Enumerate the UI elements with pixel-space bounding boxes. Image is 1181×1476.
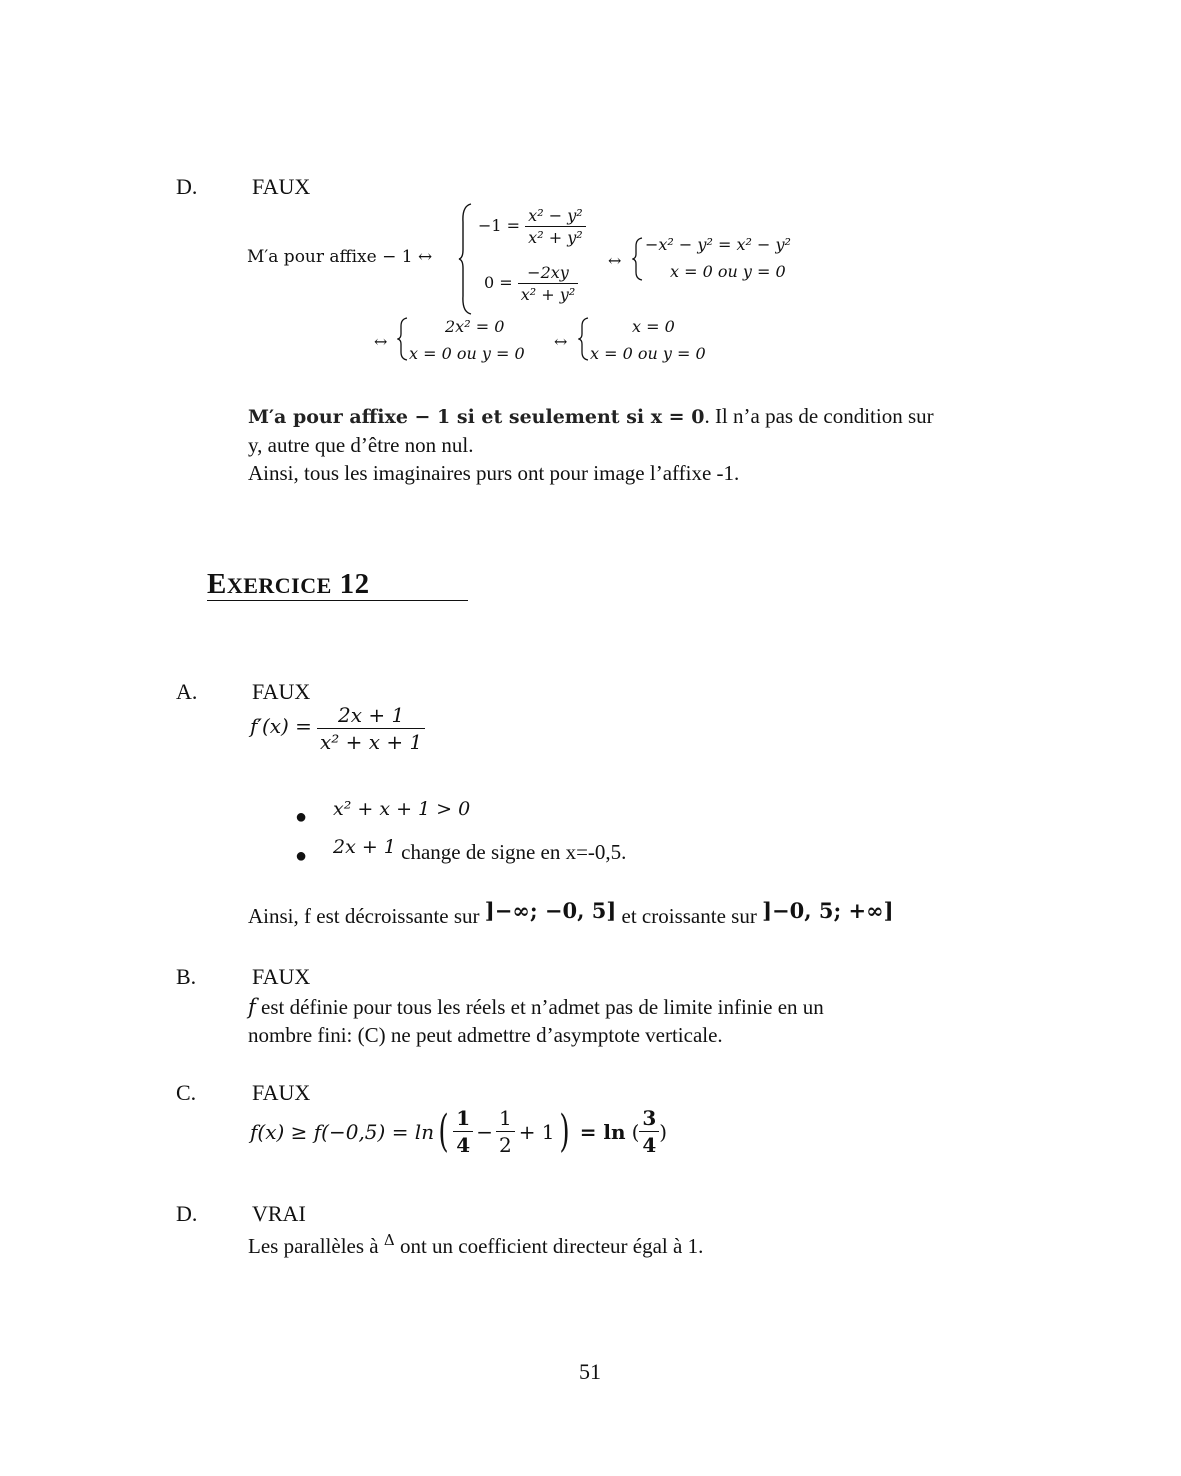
d11-sys4-row1: x = 0	[632, 317, 675, 336]
d11-sys1-row1: −1 = $\frac{\text{x² − y²}}{\text{x² + y²}}$	[478, 206, 586, 247]
d11-sys3-row2: x = 0 ou y = 0	[409, 344, 525, 363]
a-bullet2-dot: ●	[295, 845, 308, 867]
d12-line: Les parallèles à $^\Delta$ ont un coefficient directeur égal à 1.	[248, 1231, 704, 1258]
d11-eq2-arrow1: ↔	[374, 332, 388, 351]
a-bullet2: 2x + 1 change de signe en x=-0,5.	[333, 836, 627, 864]
d11-letter: D.	[176, 174, 198, 199]
a-interval2: ]−0, 5; +∞]	[762, 898, 894, 923]
b-verdict: FAUX	[252, 964, 311, 989]
d11-eq1-arrow: ↔	[608, 251, 622, 270]
d11-conclusion-line3: Ainsi, tous les imaginaires purs ont pour image l’affixe -1.	[248, 461, 740, 485]
d11-brace-1	[458, 202, 474, 316]
a-verdict: FAUX	[252, 679, 311, 704]
d11-sys2-row2: x = 0 ou y = 0	[670, 262, 786, 281]
d11-eq1-lhs: M′a pour affixe − 1 ↔	[247, 247, 433, 267]
d11-conclusion-math: M′a pour affixe − 1 si et seulement si x = 0	[248, 406, 705, 428]
b-line1: f est définie pour tous les réels et n’admet pas de limite infinie en un	[248, 995, 824, 1019]
d11-sys2-row1: −x² − y² = x² − y²	[645, 235, 791, 254]
c-letter: C.	[176, 1080, 197, 1105]
c-verdict: FAUX	[252, 1080, 311, 1105]
d12-letter: D.	[176, 1201, 198, 1226]
d11-eq2-arrow2: ↔	[554, 332, 568, 351]
delta-symbol: Δ	[383, 1231, 395, 1249]
a-fprime: f′(x) = $\frac{2x + 1}{\text{x² + x + 1}}$	[250, 703, 425, 754]
d11-brace-3	[397, 316, 409, 362]
a-bullet1-dot: ●	[295, 806, 308, 828]
b-line2: nombre fini: (C) ne peut admettre d’asymptote verticale.	[248, 1023, 723, 1047]
d11-sys3-row1: 2x² = 0	[445, 317, 505, 336]
d11-conclusion-line1: M′a pour affixe − 1 si et seulement si x = 0. Il n’a pas de condition sur	[248, 404, 934, 428]
d11-verdict: FAUX	[252, 174, 311, 199]
d12-verdict: VRAI	[252, 1201, 306, 1226]
page-number: 51	[579, 1359, 601, 1384]
a-bullet1: x² + x + 1 > 0	[333, 798, 471, 820]
b-letter: B.	[176, 964, 197, 989]
d11-conclusion-line2: y, autre que d’être non nul.	[248, 433, 474, 457]
exercise-title-underline	[207, 600, 468, 601]
d11-brace-2	[632, 236, 644, 282]
a-interval1: ]−∞; −0, 5]	[484, 898, 617, 923]
d11-brace-4	[578, 316, 590, 362]
a-ainsi: Ainsi, f est décroissante sur ]−∞; −0, 5] et croissante sur ]−0, 5; +∞]	[248, 898, 894, 928]
exercise-title: EXERCICE 12	[207, 568, 370, 600]
c-inequality: f(x) ≥ f(−0,5) = ln ( $\frac{1}{4}$ − $\frac{1}{2}$ + 1 ) = ln ( $\frac{3}{4}$ )	[250, 1105, 668, 1157]
d11-sys1-row2: 0 = $\frac{-2xy}{\text{x² + y²}}$	[484, 263, 578, 304]
a-letter: A.	[176, 679, 198, 704]
d11-sys4-row2: x = 0 ou y = 0	[590, 344, 706, 363]
